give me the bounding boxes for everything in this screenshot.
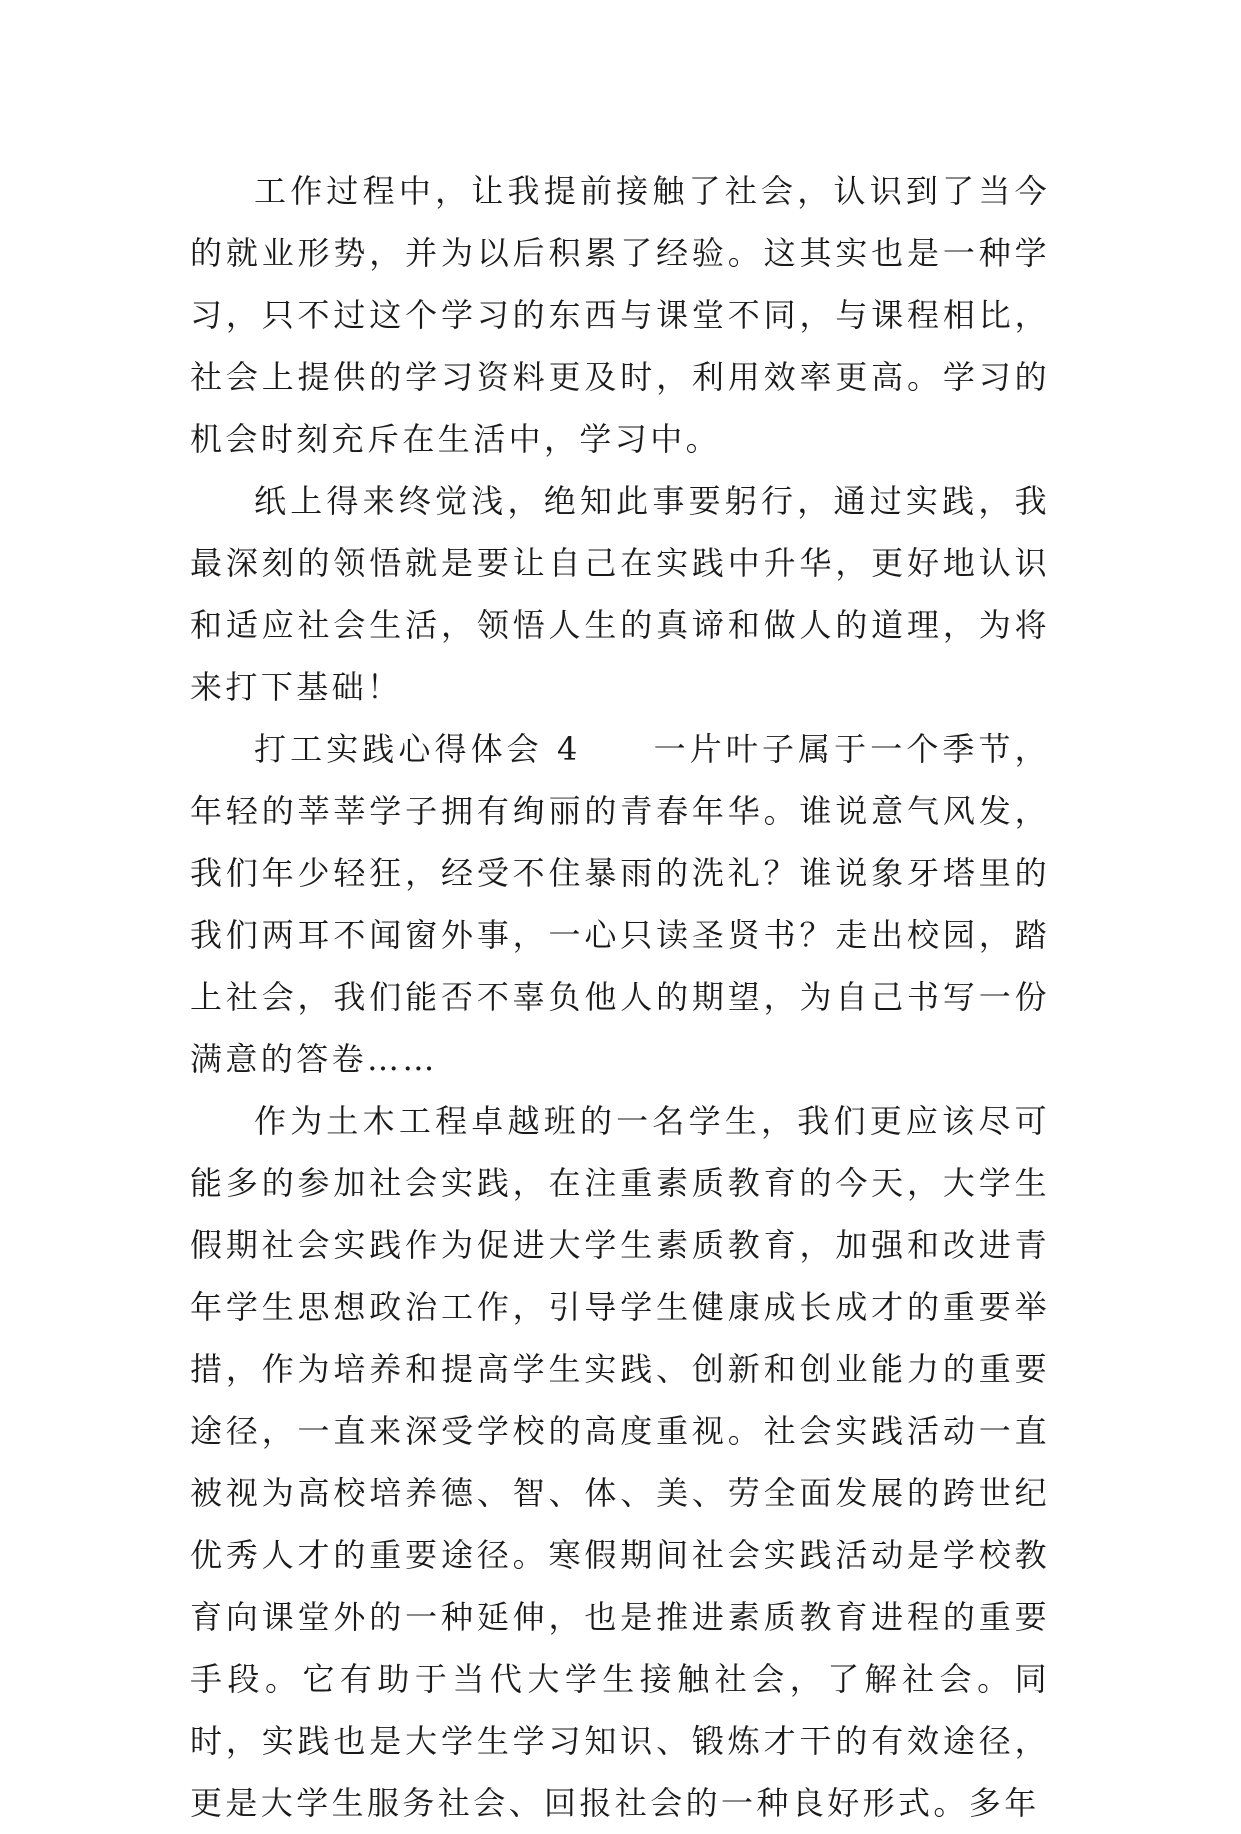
paragraph-3: 打工实践心得体会 4 一片叶子属于一个季节，年轻的莘莘学子拥有绚丽的青春年华。谁说意气风发，我们年少轻狂，经受不住暴雨的洗礼？谁说象牙塔里的我们两耳不闻窗外事，一心只读圣贤书？走出校园，踏上社会，我们能否不辜负他人的期望，为自己书写一份满意的答卷…… bbox=[190, 730, 1050, 1078]
paragraph-1: 工作过程中，让我提前接触了社会，认识到了当今的就业形势，并为以后积累了经验。这其实也是一种学习，只不过这个学习的东西与课堂不同，与课程相比，社会上提供的学习资料更及时，利用效率更高。学习的机会时刻充斥在生活中，学习中。 bbox=[190, 172, 1050, 458]
paragraph-2: 纸上得来终觉浅，绝知此事要躬行，通过实践，我最深刻的领悟就是要让自己在实践中升华，更好地认识和适应社会生活，领悟人生的真谛和做人的道理，为将来打下基础！ bbox=[190, 482, 1050, 706]
document-body bbox=[190, 160, 1050, 1834]
paragraph-4: 作为土木工程卓越班的一名学生，我们更应该尽可能多的参加社会实践，在注重素质教育的今天，大学生假期社会实践作为促进大学生素质教育，加强和改进青年学生思想政治工作，引导学生健康成长成才的重要举措，作为培养和提高学生实践、创新和创业能力的重要途径，一直来深受学校的高度重视。社会实践活动一直被视为高校培养德、智、体、美、劳全面发展的跨世纪优秀人才的重要途径。寒假期间社会实践活动是学校教育向课堂外的一种延伸，也是推进素质教育进程的重要手段。它有助于当代大学生接触社会，了解社会。同时，实践也是大学生学习知识、锻炼才干的有效途径，更是大学生服务社会、回报社会的一种良好形式。多年 bbox=[190, 1102, 1050, 1822]
